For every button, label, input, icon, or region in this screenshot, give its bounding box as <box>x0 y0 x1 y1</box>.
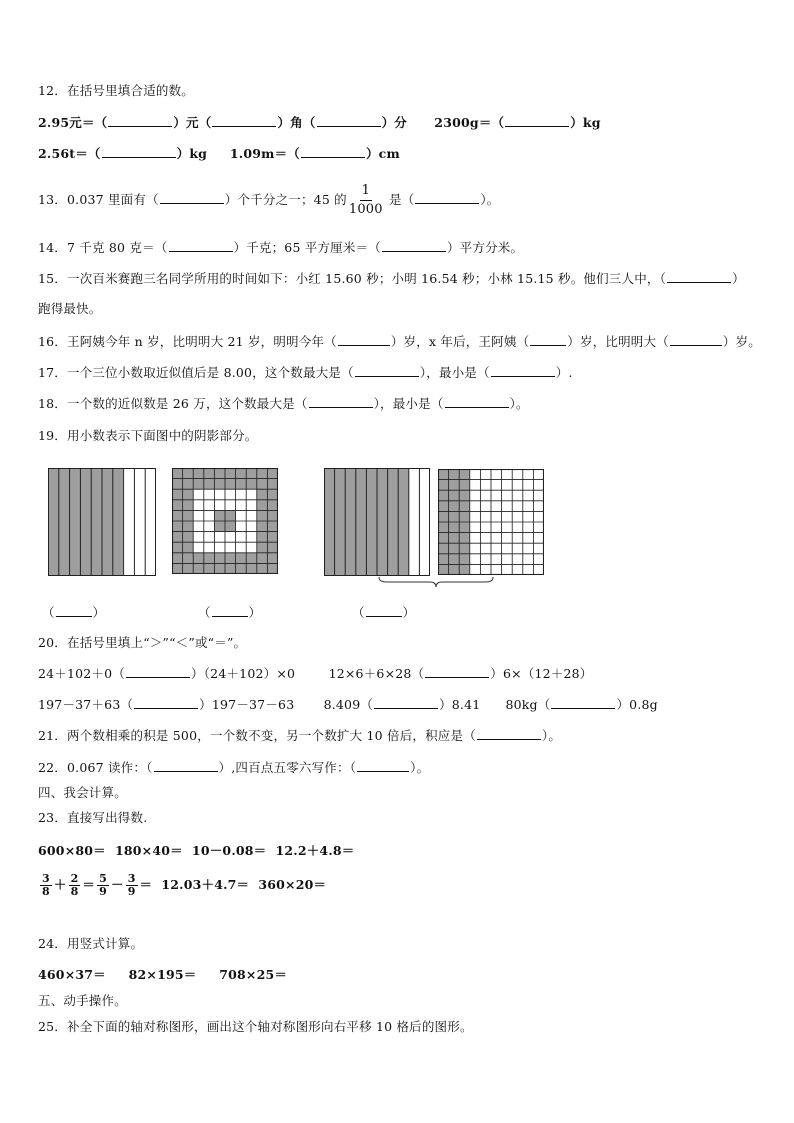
q12-line1: 2.95元＝（ ）元（ ）角（ ）分 2300g＝（ ）kg <box>38 115 601 130</box>
q12-title: 12．在括号里填合适的数。 <box>38 83 195 98</box>
answer-blank[interactable] <box>415 192 479 204</box>
figure-grid-ring <box>172 468 278 574</box>
answer-blank[interactable] <box>425 666 489 678</box>
q20-row1: 24＋102＋0（ ）（24＋102）×0 12×6＋6×28（ ）6×（12＋28） <box>38 666 593 681</box>
figure-strips-2 <box>324 468 430 576</box>
q20-title: 20．在括号里填上“＞”“＜”或“＝”。 <box>38 635 247 650</box>
q13: 13．0.037 里面有（ ）个千分之一；45 的 $\frac{1}{1000}$ 是（ ）。 <box>38 183 500 217</box>
q24-title: 24．用竖式计算。 <box>38 936 144 951</box>
answer-blank[interactable] <box>667 271 731 283</box>
answer-blank[interactable] <box>382 240 446 252</box>
answer-blank[interactable] <box>160 192 224 204</box>
q15-line2: 跑得最快。 <box>38 301 102 316</box>
fraction: $\frac{5}{9}$ <box>99 872 107 898</box>
answer-blank[interactable] <box>505 115 569 127</box>
fraction: $\frac{3}{8}$ <box>42 872 50 898</box>
answer-blank[interactable] <box>530 334 566 346</box>
answer-blank[interactable] <box>491 365 555 377</box>
answer-blank[interactable] <box>134 697 198 709</box>
brace <box>378 576 494 588</box>
q25: 25．补全下面的轴对称图形，画出这个轴对称图形向右平移 10 格后的图形。 <box>38 1019 473 1034</box>
q18: 18．一个数的近似数是 26 万，这个数最大是（ ），最小是（ ）。 <box>38 396 529 411</box>
answer-blank[interactable] <box>212 115 276 127</box>
answer-slot-3[interactable]: （ ） <box>352 605 416 620</box>
q23-title: 23．直接写出得数. <box>38 810 148 825</box>
answer-blank[interactable] <box>102 146 176 158</box>
answer-blank[interactable] <box>169 240 233 252</box>
q23-row1: 600×80＝ 180×40＝ 10－0.08＝ 12.2＋4.8＝ <box>38 843 355 858</box>
answer-blank[interactable] <box>108 115 172 127</box>
answer-blank[interactable] <box>301 146 365 158</box>
q12-line2: 2.56t＝（ ）kg 1.09m＝（ ）cm <box>38 146 400 161</box>
answer-blank[interactable] <box>477 728 541 740</box>
q17: 17．一个三位小数取近似值后是 8.00，这个数最大是（ ），最小是（ ）. <box>38 365 573 380</box>
answer-slot-2[interactable]: （ ） <box>198 605 262 620</box>
answer-blank[interactable] <box>126 666 190 678</box>
answer-blank[interactable] <box>670 334 722 346</box>
section-4-heading: 四、我会计算。 <box>38 785 127 800</box>
fraction: $\frac{3}{9}$ <box>127 872 136 898</box>
q20-row2: 197－37＋63（ ）197－37－63 8.409（ ）8.41 80kg（ ）0.8g <box>38 697 658 712</box>
q14: 14．7 千克 80 克＝（ ）千克；65 平方厘米＝（ ）平方分米。 <box>38 240 524 255</box>
answer-blank[interactable] <box>355 365 419 377</box>
figure-grid-corner <box>438 468 544 576</box>
q16: 16．王阿姨今年 n 岁，比明明大 21 岁，明明今年（ ）岁，x 年后，王阿姨（ ）岁，比明明大（ ）岁。 <box>38 334 762 349</box>
answer-blank[interactable] <box>551 697 615 709</box>
answer-blank[interactable] <box>374 697 438 709</box>
q22: 22．0.067 读作：（ ）,四百点五零六写作：（ ）。 <box>38 760 430 775</box>
q19-title: 19．用小数表示下面图中的阴影部分。 <box>38 428 258 443</box>
q15-line1: 15．一次百米赛跑三名同学所用的时间如下：小红 15.60 秒；小明 16.54 秒；小林 15.15 秒。他们三人中，（ ） <box>38 271 745 286</box>
answer-blank[interactable] <box>154 760 218 772</box>
answer-blank[interactable] <box>445 396 509 408</box>
answer-slot-1[interactable]: （ ） <box>42 605 106 620</box>
figure-strips-1 <box>48 468 156 576</box>
q23-row2: $\frac{3}{8}$ ＋ $\frac{2}{8}$ ＝ $\frac{5}{9}$ － $\frac{3}{9}$ ＝ 12.03＋4.7＝ 360×20＝ <box>42 872 327 898</box>
section-5-heading: 五、动手操作。 <box>38 993 127 1008</box>
q24-row: 460×37＝ 82×195＝ 708×25＝ <box>38 967 288 982</box>
q21: 21．两个数相乘的积是 500，一个数不变，另一个数扩大 10 倍后，积应是（ ）。 <box>38 728 562 743</box>
answer-blank[interactable] <box>317 115 381 127</box>
fraction: $\frac{2}{8}$ <box>70 872 79 898</box>
answer-blank[interactable] <box>357 760 409 772</box>
answer-blank[interactable] <box>338 334 390 346</box>
answer-blank[interactable] <box>309 396 373 408</box>
fraction: $\frac{1}{1000}$ <box>348 183 383 217</box>
